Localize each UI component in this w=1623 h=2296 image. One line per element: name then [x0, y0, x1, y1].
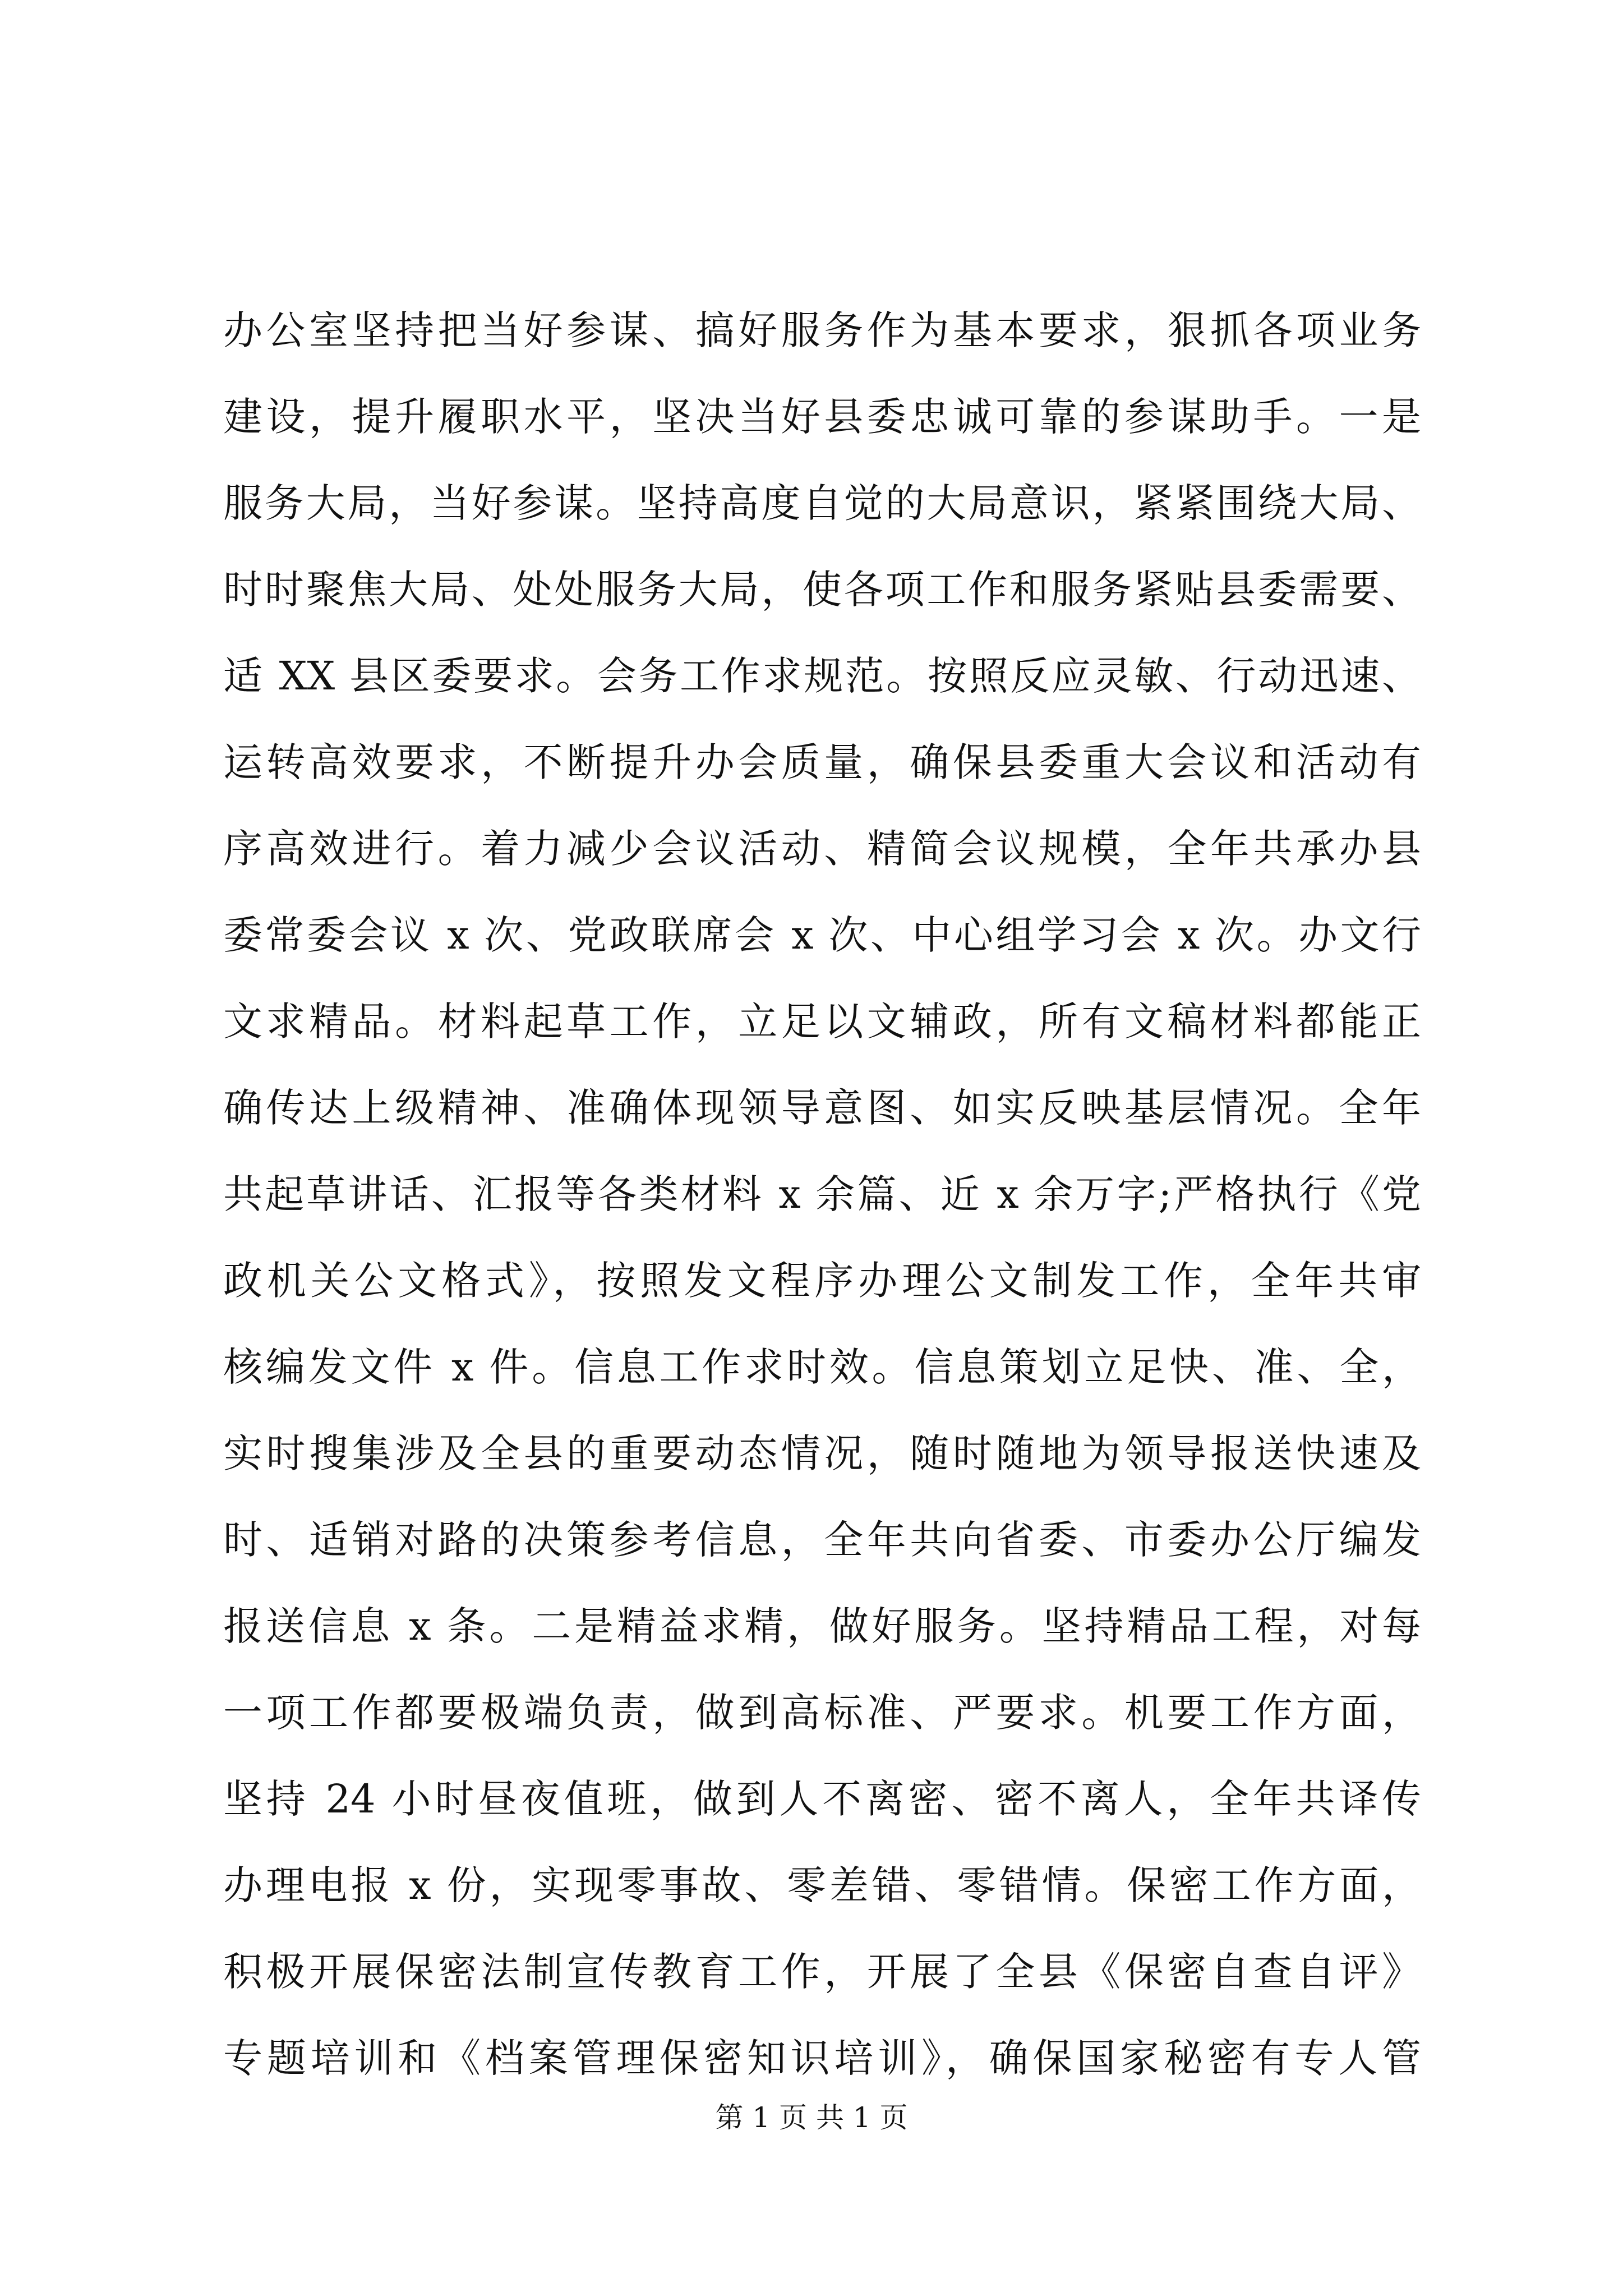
text-line: 委常委会议 x 次、党政联席会 x 次、中心组学习会 x 次。办文行	[223, 912, 1421, 958]
text-line: 报送信息 x 条。二是精益求精，做好服务。坚持精品工程，对每	[223, 1603, 1421, 1649]
text-line: 核编发文件 x 件。信息工作求时效。信息策划立足快、准、全，	[223, 1344, 1421, 1390]
text-line: 一项工作都要极端负责，做到高标准、严要求。机要工作方面，	[223, 1690, 1421, 1736]
text-line: 积极开展保密法制宣传教育工作，开展了全县《保密自查自评》	[223, 1949, 1421, 1995]
text-line: 服务大局，当好参谋。坚持高度自觉的大局意识，紧紧围绕大局、	[223, 480, 1421, 526]
body-paragraph	[223, 287, 1421, 2101]
text-line: 办公室坚持把当好参谋、搞好服务作为基本要求，狠抓各项业务	[223, 307, 1421, 353]
text-line: 实时搜集涉及全县的重要动态情况，随时随地为领导报送快速及	[223, 1430, 1421, 1476]
text-line: 文求精品。材料起草工作，立足以文辅政，所有文稿材料都能正	[223, 999, 1421, 1045]
text-line: 坚持 24 小时昼夜值班，做到人不离密、密不离人，全年共译传	[223, 1776, 1421, 1822]
page-footer: 第 1 页 共 1 页	[715, 2101, 908, 2134]
text-line: 确传达上级精神、准确体现领导意图、如实反映基层情况。全年	[223, 1085, 1421, 1131]
text-line: 序高效进行。着力减少会议活动、精简会议规模，全年共承办县	[223, 826, 1421, 872]
text-line: 专题培训和《档案管理保密知识培训》，确保国家秘密有专人管	[223, 2035, 1421, 2081]
text-line: 办理电报 x 份，实现零事故、零差错、零错情。保密工作方面，	[223, 1862, 1421, 1908]
text-line: 适 XX 县区委要求。会务工作求规范。按照反应灵敏、行动迅速、	[223, 653, 1421, 699]
text-line: 时时聚焦大局、处处服务大局，使各项工作和服务紧贴县委需要、	[223, 567, 1421, 613]
text-line: 运转高效要求，不断提升办会质量，确保县委重大会议和活动有	[223, 739, 1421, 785]
text-line: 建设，提升履职水平，坚决当好县委忠诚可靠的参谋助手。一是	[223, 394, 1421, 440]
text-line: 共起草讲话、汇报等各类材料 x 余篇、近 x 余万字;严格执行《党	[223, 1171, 1421, 1217]
text-line: 时、适销对路的决策参考信息，全年共向省委、市委办公厅编发	[223, 1517, 1421, 1563]
text-line: 政机关公文格式》，按照发文程序办理公文制发工作，全年共审	[223, 1258, 1421, 1304]
